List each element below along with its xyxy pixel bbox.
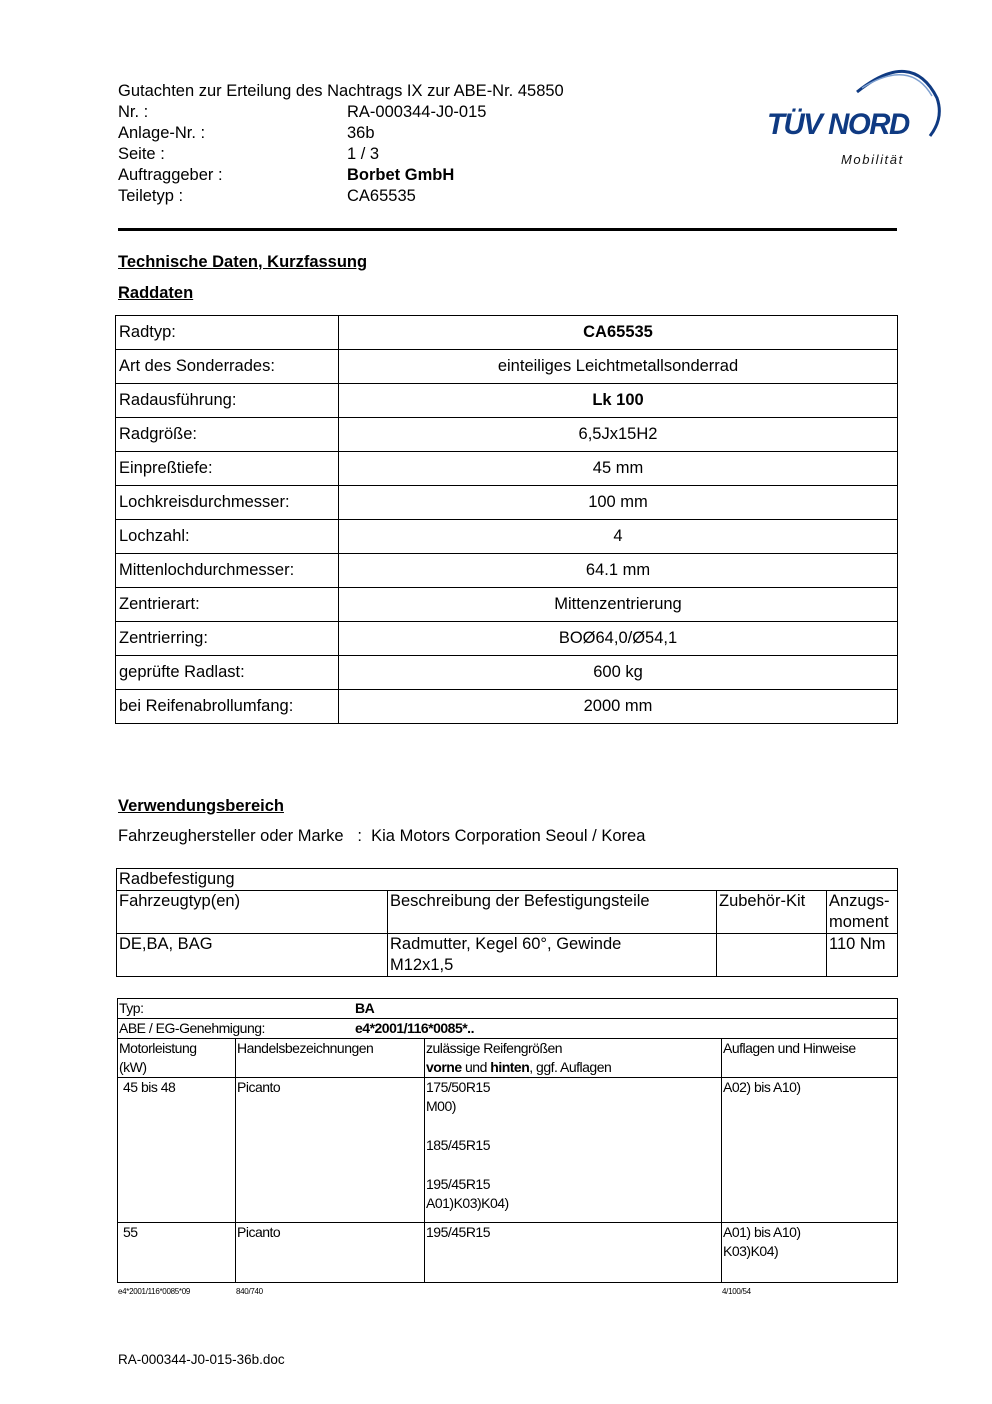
header-label: Nr. : bbox=[118, 103, 149, 121]
wheel-data-label: Radgröße: bbox=[116, 418, 339, 452]
fixing-header-vehicle-type: Fahrzeugtyp(en) bbox=[117, 891, 388, 934]
wheel-data-value: 2000 mm bbox=[339, 690, 898, 724]
power-header-line: (kW) bbox=[119, 1059, 147, 1075]
wheel-data-row bbox=[116, 452, 898, 486]
fixing-header-description: Beschreibung der Befestigungsteile bbox=[388, 891, 717, 934]
wheel-data-label: Art des Sonderrades: bbox=[116, 350, 339, 384]
wheel-data-label: Lochkreisdurchmesser: bbox=[116, 486, 339, 520]
tyre-and-label: und bbox=[465, 1059, 487, 1075]
wheel-data-label: Mittenlochdurchmesser: bbox=[116, 554, 339, 588]
torque-header-line: moment bbox=[829, 913, 889, 931]
header-value: 36b bbox=[347, 124, 375, 142]
typ-value: BA bbox=[355, 1000, 375, 1016]
wheel-data-value: 6,5Jx15H2 bbox=[339, 418, 898, 452]
wheel-data-row bbox=[116, 350, 898, 384]
description-line: Radmutter, Kegel 60°, Gewinde bbox=[390, 935, 622, 953]
abe-value: e4*2001/116*0085*.. bbox=[355, 1020, 474, 1036]
power-header-line: Motorleistung bbox=[119, 1040, 197, 1056]
tyre-rest-label: , ggf. Auflagen bbox=[529, 1059, 612, 1075]
header-value: CA65535 bbox=[347, 187, 416, 205]
section-title-technical: Technische Daten, Kurzfassung bbox=[118, 253, 368, 271]
torque-header-line: Anzugs- bbox=[829, 892, 890, 910]
wheel-data-label: Radausführung: bbox=[116, 384, 339, 418]
wheel-data-value: BOØ64,0/Ø54,1 bbox=[339, 622, 898, 656]
document-header bbox=[118, 81, 564, 207]
wheel-data-row bbox=[116, 520, 898, 554]
tyre-size-line: 175/50R15 bbox=[426, 1079, 491, 1095]
tyre-size-line: M00) bbox=[426, 1098, 456, 1114]
vehicle-type-row bbox=[118, 1078, 898, 1223]
tyre-header-line bbox=[426, 1058, 720, 1077]
header-label: Anlage-Nr. : bbox=[118, 124, 206, 142]
header-value: 1 / 3 bbox=[347, 145, 380, 163]
header-row bbox=[118, 186, 564, 207]
notes-cell bbox=[722, 1223, 898, 1283]
tyre-group-gap bbox=[426, 1116, 720, 1136]
power-cell: 55 bbox=[118, 1223, 236, 1283]
footnote-dimensions: 840/740 bbox=[236, 1287, 263, 1296]
vehicle-type-row bbox=[118, 1223, 898, 1283]
fixing-title: Radbefestigung bbox=[117, 869, 898, 891]
footnote-bolt-pattern: 4/100/54 bbox=[722, 1287, 751, 1296]
tyre-size-line: A01)K03)K04) bbox=[426, 1195, 509, 1211]
wheel-data-value: 64.1 mm bbox=[339, 554, 898, 588]
fixing-header-kit: Zubehör-Kit bbox=[717, 891, 827, 934]
footer-filename: RA-000344-J0-015-36b.doc bbox=[118, 1352, 285, 1367]
note-line: K03)K04) bbox=[723, 1243, 779, 1259]
logo-subtitle: Mobilität bbox=[841, 152, 904, 167]
tuv-nord-logo bbox=[762, 58, 942, 173]
header-tyre-sizes bbox=[425, 1039, 722, 1078]
notes-cell bbox=[722, 1078, 898, 1223]
trade-name-cell: Picanto bbox=[236, 1223, 425, 1283]
manufacturer-value: Kia Motors Corporation Seoul / Korea bbox=[371, 827, 646, 845]
typ-label: Typ: bbox=[119, 1000, 144, 1016]
wheel-data-label: Radtyp: bbox=[116, 316, 339, 350]
header-value: Borbet GmbH bbox=[347, 166, 455, 184]
wheel-data-label: bei Reifenabrollumfang: bbox=[116, 690, 339, 724]
header-label: Seite : bbox=[118, 145, 165, 163]
wheel-data-label: Einpreßtiefe: bbox=[116, 452, 339, 486]
header-row bbox=[118, 144, 564, 165]
header-row bbox=[118, 123, 564, 144]
manufacturer-separator: : bbox=[357, 827, 362, 845]
manufacturer-line bbox=[118, 827, 645, 846]
wheel-data-label: Zentrierart: bbox=[116, 588, 339, 622]
note-line: A02) bis A10) bbox=[723, 1079, 801, 1095]
logo-brand: TÜV NORD bbox=[767, 108, 909, 141]
header-trade-names: Handelsbezeichnungen bbox=[236, 1039, 425, 1078]
typ-row bbox=[118, 999, 898, 1019]
wheel-data-value: einteiliges Leichtmetallsonderrad bbox=[339, 350, 898, 384]
header-row bbox=[118, 102, 564, 123]
fixing-header-torque bbox=[827, 891, 898, 934]
wheel-data-row bbox=[116, 690, 898, 724]
abe-label: ABE / EG-Genehmigung: bbox=[119, 1020, 265, 1036]
wheel-data-value: 100 mm bbox=[339, 486, 898, 520]
wheel-data-value: 45 mm bbox=[339, 452, 898, 486]
fixing-description bbox=[388, 934, 717, 977]
description-line: M12x1,5 bbox=[390, 956, 454, 974]
wheel-data-row bbox=[116, 418, 898, 452]
wheel-data-label: Zentrierring: bbox=[116, 622, 339, 656]
header-value: RA-000344-J0-015 bbox=[347, 103, 487, 121]
wheel-data-row bbox=[116, 622, 898, 656]
wheel-fixing-table bbox=[116, 868, 898, 977]
wheel-data-value: 4 bbox=[339, 520, 898, 554]
header-label: Teiletyp : bbox=[118, 187, 184, 205]
wheel-data-row bbox=[116, 316, 898, 350]
tyre-size-line: 195/45R15 bbox=[426, 1224, 491, 1240]
manufacturer-label: Fahrzeughersteller oder Marke bbox=[118, 827, 344, 845]
fixing-torque: 110 Nm bbox=[827, 934, 898, 977]
document-title: Gutachten zur Erteilung des Nachtrags IX zur ABE-Nr. 45850 bbox=[118, 82, 564, 100]
wheel-data-row bbox=[116, 588, 898, 622]
footnote-approval: e4*2001/116*0085*09 bbox=[118, 1287, 191, 1296]
header-label: Auftraggeber : bbox=[118, 166, 223, 184]
wheel-data-table bbox=[115, 315, 898, 724]
wheel-data-value: CA65535 bbox=[339, 316, 898, 350]
header-notes: Auflagen und Hinweise bbox=[722, 1039, 898, 1078]
tyre-header-line: zulässige Reifengrößen bbox=[426, 1040, 563, 1056]
wheel-data-value: Lk 100 bbox=[339, 384, 898, 418]
wheel-data-label: Lochzahl: bbox=[116, 520, 339, 554]
wheel-data-row bbox=[116, 656, 898, 690]
wheel-data-value: 600 kg bbox=[339, 656, 898, 690]
wheel-data-row bbox=[116, 486, 898, 520]
wheel-data-value: Mittenzentrierung bbox=[339, 588, 898, 622]
tyre-sizes-cell bbox=[425, 1223, 722, 1283]
tyre-size-line: 195/45R15 bbox=[426, 1176, 491, 1192]
fixing-vehicle-type: DE,BA, BAG bbox=[117, 934, 388, 977]
fixing-kit bbox=[717, 934, 827, 977]
note-line: A01) bis A10) bbox=[723, 1224, 801, 1240]
tyre-rear-label: hinten bbox=[490, 1059, 530, 1075]
tyre-front-label: vorne bbox=[426, 1059, 462, 1075]
power-cell: 45 bis 48 bbox=[118, 1078, 236, 1223]
tyre-group-gap bbox=[426, 1155, 720, 1175]
abe-row bbox=[118, 1019, 898, 1039]
wheel-data-row bbox=[116, 554, 898, 588]
tyre-sizes-cell bbox=[425, 1078, 722, 1223]
header-power bbox=[118, 1039, 236, 1078]
vehicle-type-table bbox=[117, 998, 898, 1283]
header-rule bbox=[118, 228, 897, 231]
section-subtitle-wheel-data: Raddaten bbox=[118, 284, 194, 302]
tyre-size-line: 185/45R15 bbox=[426, 1137, 491, 1153]
trade-name-cell: Picanto bbox=[236, 1078, 425, 1223]
wheel-data-row bbox=[116, 384, 898, 418]
section-title-usage: Verwendungsbereich bbox=[118, 797, 284, 815]
header-row bbox=[118, 165, 564, 186]
wheel-data-label: geprüfte Radlast: bbox=[116, 656, 339, 690]
